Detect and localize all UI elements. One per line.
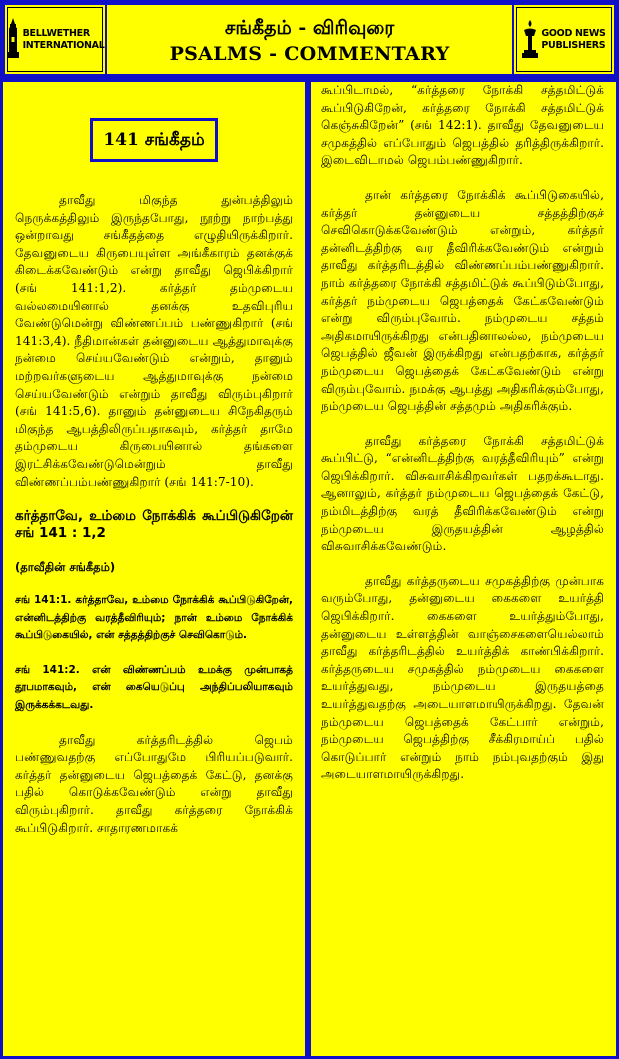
title-tamil: சங்கீதம் - விரிவுரை <box>224 16 395 39</box>
commentary-paragraph-1: தாவீது கர்த்தரிடத்தில் ஜெபம் பண்ணுவதற்கு எப்போதுமே பிரியப்படுவார். கர்த்தர் தன்னுடைய ஜெபத்தைக் கேட்டு, தனக்கு பதில் கொடுக்கவேண்டும் என்று தாவீது விரும்புகிறார். தாவீது கர்த்தரை நோக்கிக் கூப்பிடுகிறார். சாதாரணமாகக் <box>15 732 293 835</box>
commentary-paragraph-4: தாவீது கர்த்தரை நோக்கி சத்தமிட்டுக் கூப்பிட்டு, “என்னிடத்திற்கு வரத்தீவிரியும்” என்று ஜெபிக்கிறார். விசுவாசிக்கிறவர்கள் பதறக்கூடாது. ஆனாலும், கர்த்தர் நம்முடைய ஜெபத்தைக் கேட்டு, நம்மிடத்திற்கு வரத் தீவிரிக்கவேண்டும் என்று நம்முடைய இருதயத்தின் ஆழத்தில் விசுவாசிக்கவேண்டும். <box>321 433 604 554</box>
title-box <box>107 3 512 76</box>
bellwether-logo <box>3 3 107 76</box>
commentary-paragraph-3: தான் கர்த்தரை நோக்கிக் கூப்பிடுகையில், கர்த்தர் தன்னுடைய சத்தத்திற்குச் செவிகொடுக்கவேண்டும் என்றும், கர்த்தர் தன்னிடத்திற்கு வர தீவிரிக்கவேண்டும் என்றும் தாவீது கர்த்தரிடத்தில் விண்ணப்பம்பண்ணுகிறார். நாம் கர்த்தரை நோக்கி சத்தமிட்டுக் கூப்பிடும்போது, கர்த்தர் நம்முடைய ஜெபத்தைக் கேட்கவேண்டும் என்று விரும்புவோம். நம்முடைய சத்தம் அதிகமாயிருக்கிறது என்பதினாலல்ல, நம்முடைய ஜெபத்தில் ஜீவன் இருக்கிறது என்பதற்காக, கர்த்தர் நம்முடைய ஜெபத்தைக் கேட்கவேண்டும் என்று விரும்புவோம். நமக்கு ஆபத்து அதிகரிக்கும்போது, நம்முடைய ஜெபத்தின் சத்தமும் அதிகரிக்கும். <box>321 187 604 414</box>
bellwether-line1: BELLWETHER <box>22 27 90 39</box>
verse-141-1: சங் 141:1. கர்த்தாவே, உம்மை நோக்கிக் கூப்பிடுகிறேன், என்னிடத்திற்கு வரத்தீவிரியும்; நான் உம்மை நோக்கிக் கூப்பிடுகையில், என் சத்தத்திற்குச் செவிகொடும். <box>15 594 293 642</box>
good-news-line1: GOOD NEWS <box>541 27 606 39</box>
header <box>3 3 616 76</box>
section-heading: கர்த்தாவே, உம்மை நோக்கிக் கூப்பிடுகிறேன் சங் 141 : 1,2 <box>15 508 293 542</box>
section-subheading: (தாவீதின் சங்கீதம்) <box>15 560 116 575</box>
lamp-icon <box>522 18 538 62</box>
bellwether-line2: INTERNATIONAL <box>22 39 105 51</box>
bell-tower-icon <box>6 18 20 62</box>
right-column <box>311 82 616 1056</box>
intro-paragraph: தாவீது மிகுந்த துன்பத்திலும் நெருக்கத்திலும் இருந்தபோது, நூற்று நாற்பத்து ஒன்றாவது சங்கீதத்தை எழுதியிருக்கிறார். தேவனுடைய கிருபையுள்ள அங்கீகாரம் தனக்குக் கிடைக்கவேண்டும் என்று தாவீது ஜெபிக்கிறார் (சங் 141:1,2). கர்த்தர் தம்முடைய வல்லமையினால் தனக்கு உதவிபுரிய வேண்டுமென்று விண்ணப்பம் பண்ணுகிறார் (சங் 141:3,4). நீதிமான்கள் தன்னுடைய ஆத்துமாவுக்கு நன்மை செய்யவேண்டும் என்றும், தானும் மற்றவர்களுடைய ஆத்துமாவுக்கு நன்மை செய்யவேண்டும் என்றும் தாவீது விரும்புகிறார் (சங் 141:5,6). தானும் தன்னுடைய சிநேகிதரும் மிகுந்த ஆபத்திலிருப்பதாகவும், கர்த்தர் தாமே தம்முடைய கிருபையினால் தங்களை இரட்சிக்கவேண்டுமென்றும் தாவீது விண்ணப்பம்பண்ணுகிறார் (சங் 141:7-10). <box>15 193 293 489</box>
left-column <box>3 82 305 1056</box>
commentary-paragraph-2: கூப்பிடாமல், “கர்த்தரை நோக்கி சத்தமிட்டுக் கூப்பிடுகிறேன், கர்த்தரை நோக்கி சத்தமிட்டுக் கெஞ்சுகிறேன்” (சங் 142:1). தாவீது தேவனுடைய சமுகத்தில் எப்போதும் ஜெபத்தில் தரித்திருக்கிறார். இடைவிடாமல் ஜெபம்பண்ணுகிறார். <box>321 83 604 168</box>
commentary-paragraph-5: தாவீது கர்த்தருடைய சமுகத்திற்கு முன்பாக வரும்போது, தன்னுடைய கைகளை உயர்த்தி ஜெபிக்கிறார். கைகளை உயர்த்தும்போது, தன்னுடைய உள்ளத்தின் வாஞ்சைகளையெல்லாம் தாவீது கர்த்தரிடத்தில் உயர்த்திக் காண்பிக்கிறார். கர்த்தருடைய சமுகத்தில் நம்முடைய கைகளை உயர்த்துவது, நம்முடைய இருதயத்தை உயர்த்துவதற்கு அடையாளமாயிருக்கிறது. தேவன் நம்முடைய ஜெபத்தைக் கேட்பார் என்றும், நம்முடைய ஜெபத்திற்கு சீக்கிரமாய்ப் பதில் கொடுப்பார் என்றும் நாம் நம்புவதற்கும் இது அடையாளமாயிருக்கிறது. <box>321 573 604 782</box>
good-news-logo <box>512 3 616 76</box>
verse-141-2: சங் 141:2. என் விண்ணப்பம் உமக்கு முன்பாகத் தூபமாகவும், என் கையெடுப்பு அந்திப்பலியாகவும் இருக்கக்கடவது. <box>15 663 293 712</box>
title-english: PSALMS - COMMENTARY <box>169 42 450 65</box>
psalm-title: 141 சங்கீதம் <box>90 118 218 162</box>
good-news-line2: PUBLISHERS <box>541 39 606 51</box>
